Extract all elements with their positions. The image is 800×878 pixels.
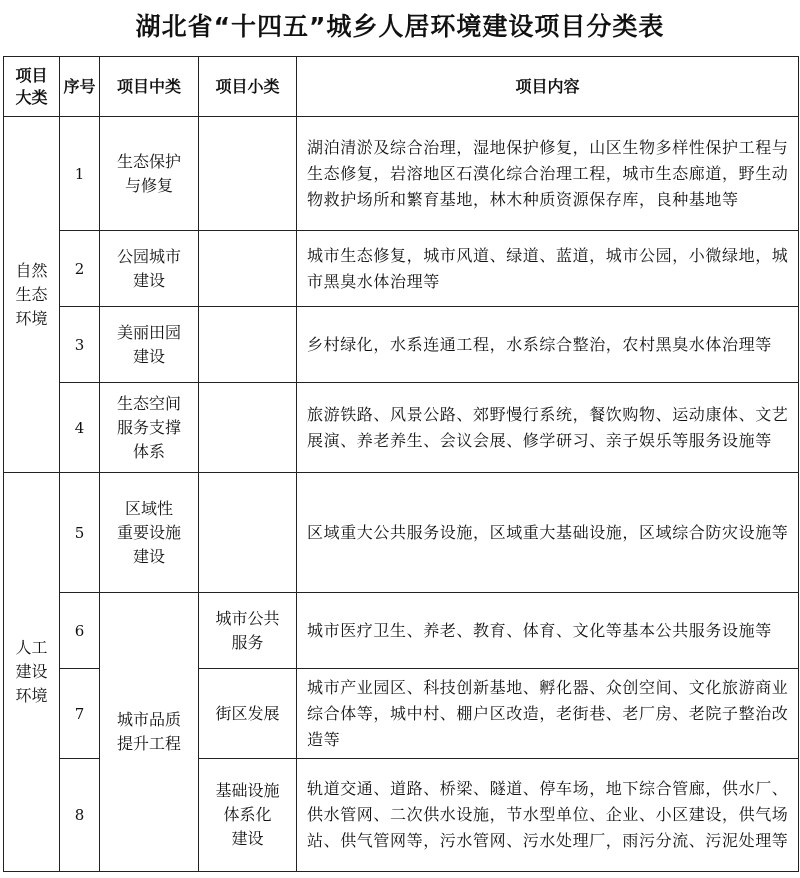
category-line: 自然 bbox=[15, 260, 48, 280]
middle-line: 公园城市 bbox=[116, 246, 181, 266]
project-content: 旅游铁路、风景公路、郊野慢行系统，餐饮购物、运动康体、文艺展演、养老养生、会议会展、修学研习、亲子娱乐等服务设施等 bbox=[297, 383, 799, 473]
middle-category bbox=[100, 473, 199, 593]
middle-category bbox=[100, 231, 199, 307]
category-line: 环境 bbox=[15, 686, 48, 705]
category-line: 生态 bbox=[15, 284, 48, 304]
project-content: 区域重大公共服务设施，区域重大基础设施，区域综合防灾设施等 bbox=[297, 473, 799, 593]
middle-line: 重要设施 bbox=[116, 522, 181, 542]
major-category-natural bbox=[4, 117, 60, 473]
project-content: 城市产业园区、科技创新基地、孵化器、众创空间、文化旅游商业综合体等，城中村、棚户区改造，老街巷、老厂房、老院子整治改造等 bbox=[297, 669, 799, 759]
table-row bbox=[4, 231, 799, 307]
row-number: 4 bbox=[60, 383, 100, 473]
header-minor-category: 项目小类 bbox=[199, 57, 297, 117]
minor-category bbox=[199, 231, 297, 307]
header-major-line: 项目 bbox=[15, 65, 48, 85]
middle-line: 城市品质 bbox=[116, 710, 181, 729]
header-row bbox=[4, 57, 799, 117]
project-content: 城市医疗卫生、养老、教育、体育、文化等基本公共服务设施等 bbox=[297, 593, 799, 669]
category-line: 环境 bbox=[15, 308, 48, 328]
table-row bbox=[4, 307, 799, 383]
header-content: 项目内容 bbox=[297, 57, 799, 117]
row-number: 1 bbox=[60, 117, 100, 231]
header-middle-category: 项目中类 bbox=[100, 57, 199, 117]
row-number: 3 bbox=[60, 307, 100, 383]
project-content: 轨道交通、道路、桥梁、隧道、停车场，地下综合管廊，供水厂、供水管网、二次供水设施，节水型单位、企业、小区建设，供气场站、供气管网等，污水管网、污水处理厂，雨污分流、污泥处理等 bbox=[297, 759, 799, 872]
header-major-category bbox=[4, 57, 60, 117]
row-number: 7 bbox=[60, 669, 100, 759]
middle-line: 美丽田园 bbox=[116, 322, 181, 342]
minor-category bbox=[199, 669, 297, 759]
table-row bbox=[4, 473, 799, 593]
minor-line: 基础设施 bbox=[215, 781, 280, 800]
middle-line: 体系 bbox=[132, 441, 165, 461]
classification-table bbox=[3, 56, 799, 872]
minor-line: 服务 bbox=[231, 632, 264, 652]
minor-category bbox=[199, 593, 297, 669]
middle-line: 建设 bbox=[132, 346, 165, 366]
row-number: 5 bbox=[60, 473, 100, 593]
minor-category bbox=[199, 307, 297, 383]
project-content: 湖泊清淤及综合治理，湿地保护修复，山区生物多样性保护工程与生态修复，岩溶地区石漠化综合治理工程，城市生态廊道，野生动物救护场所和繁育基地，林木种质资源保存库，良种基地等 bbox=[297, 117, 799, 231]
minor-line: 建设 bbox=[231, 829, 264, 848]
minor-line: 体系化 bbox=[223, 805, 272, 824]
middle-category-shared bbox=[100, 593, 199, 872]
middle-line: 建设 bbox=[132, 270, 165, 290]
middle-category bbox=[100, 307, 199, 383]
category-line: 人工 bbox=[15, 638, 48, 657]
project-content: 城市生态修复，城市风道、绿道、蓝道，城市公园，小微绿地，城市黑臭水体治理等 bbox=[297, 231, 799, 307]
minor-category bbox=[199, 117, 297, 231]
minor-category bbox=[199, 473, 297, 593]
page-title: 湖北省“十四五”城乡人居环境建设项目分类表 bbox=[135, 12, 665, 41]
middle-line: 与修复 bbox=[124, 175, 173, 195]
middle-line: 提升工程 bbox=[116, 734, 181, 753]
middle-category bbox=[100, 383, 199, 473]
minor-category bbox=[199, 759, 297, 872]
middle-line: 建设 bbox=[132, 546, 165, 566]
table-row bbox=[4, 593, 799, 669]
minor-line: 街区发展 bbox=[215, 703, 280, 723]
project-content: 乡村绿化，水系连通工程，水系综合整治，农村黑臭水体治理等 bbox=[297, 307, 799, 383]
row-number: 2 bbox=[60, 231, 100, 307]
category-line: 建设 bbox=[15, 662, 48, 681]
minor-category bbox=[199, 383, 297, 473]
major-category-artificial bbox=[4, 473, 60, 872]
header-no: 序号 bbox=[60, 57, 100, 117]
header-major-line: 大类 bbox=[15, 87, 48, 107]
middle-line: 区域性 bbox=[124, 498, 173, 518]
middle-category bbox=[100, 117, 199, 231]
middle-line: 生态空间 bbox=[116, 393, 181, 413]
row-number: 6 bbox=[60, 593, 100, 669]
table-row bbox=[4, 117, 799, 231]
table-row bbox=[4, 383, 799, 473]
minor-line: 城市公共 bbox=[215, 608, 280, 628]
row-number: 8 bbox=[60, 759, 100, 872]
middle-line: 服务支撑 bbox=[116, 417, 181, 437]
middle-line: 生态保护 bbox=[116, 151, 181, 171]
